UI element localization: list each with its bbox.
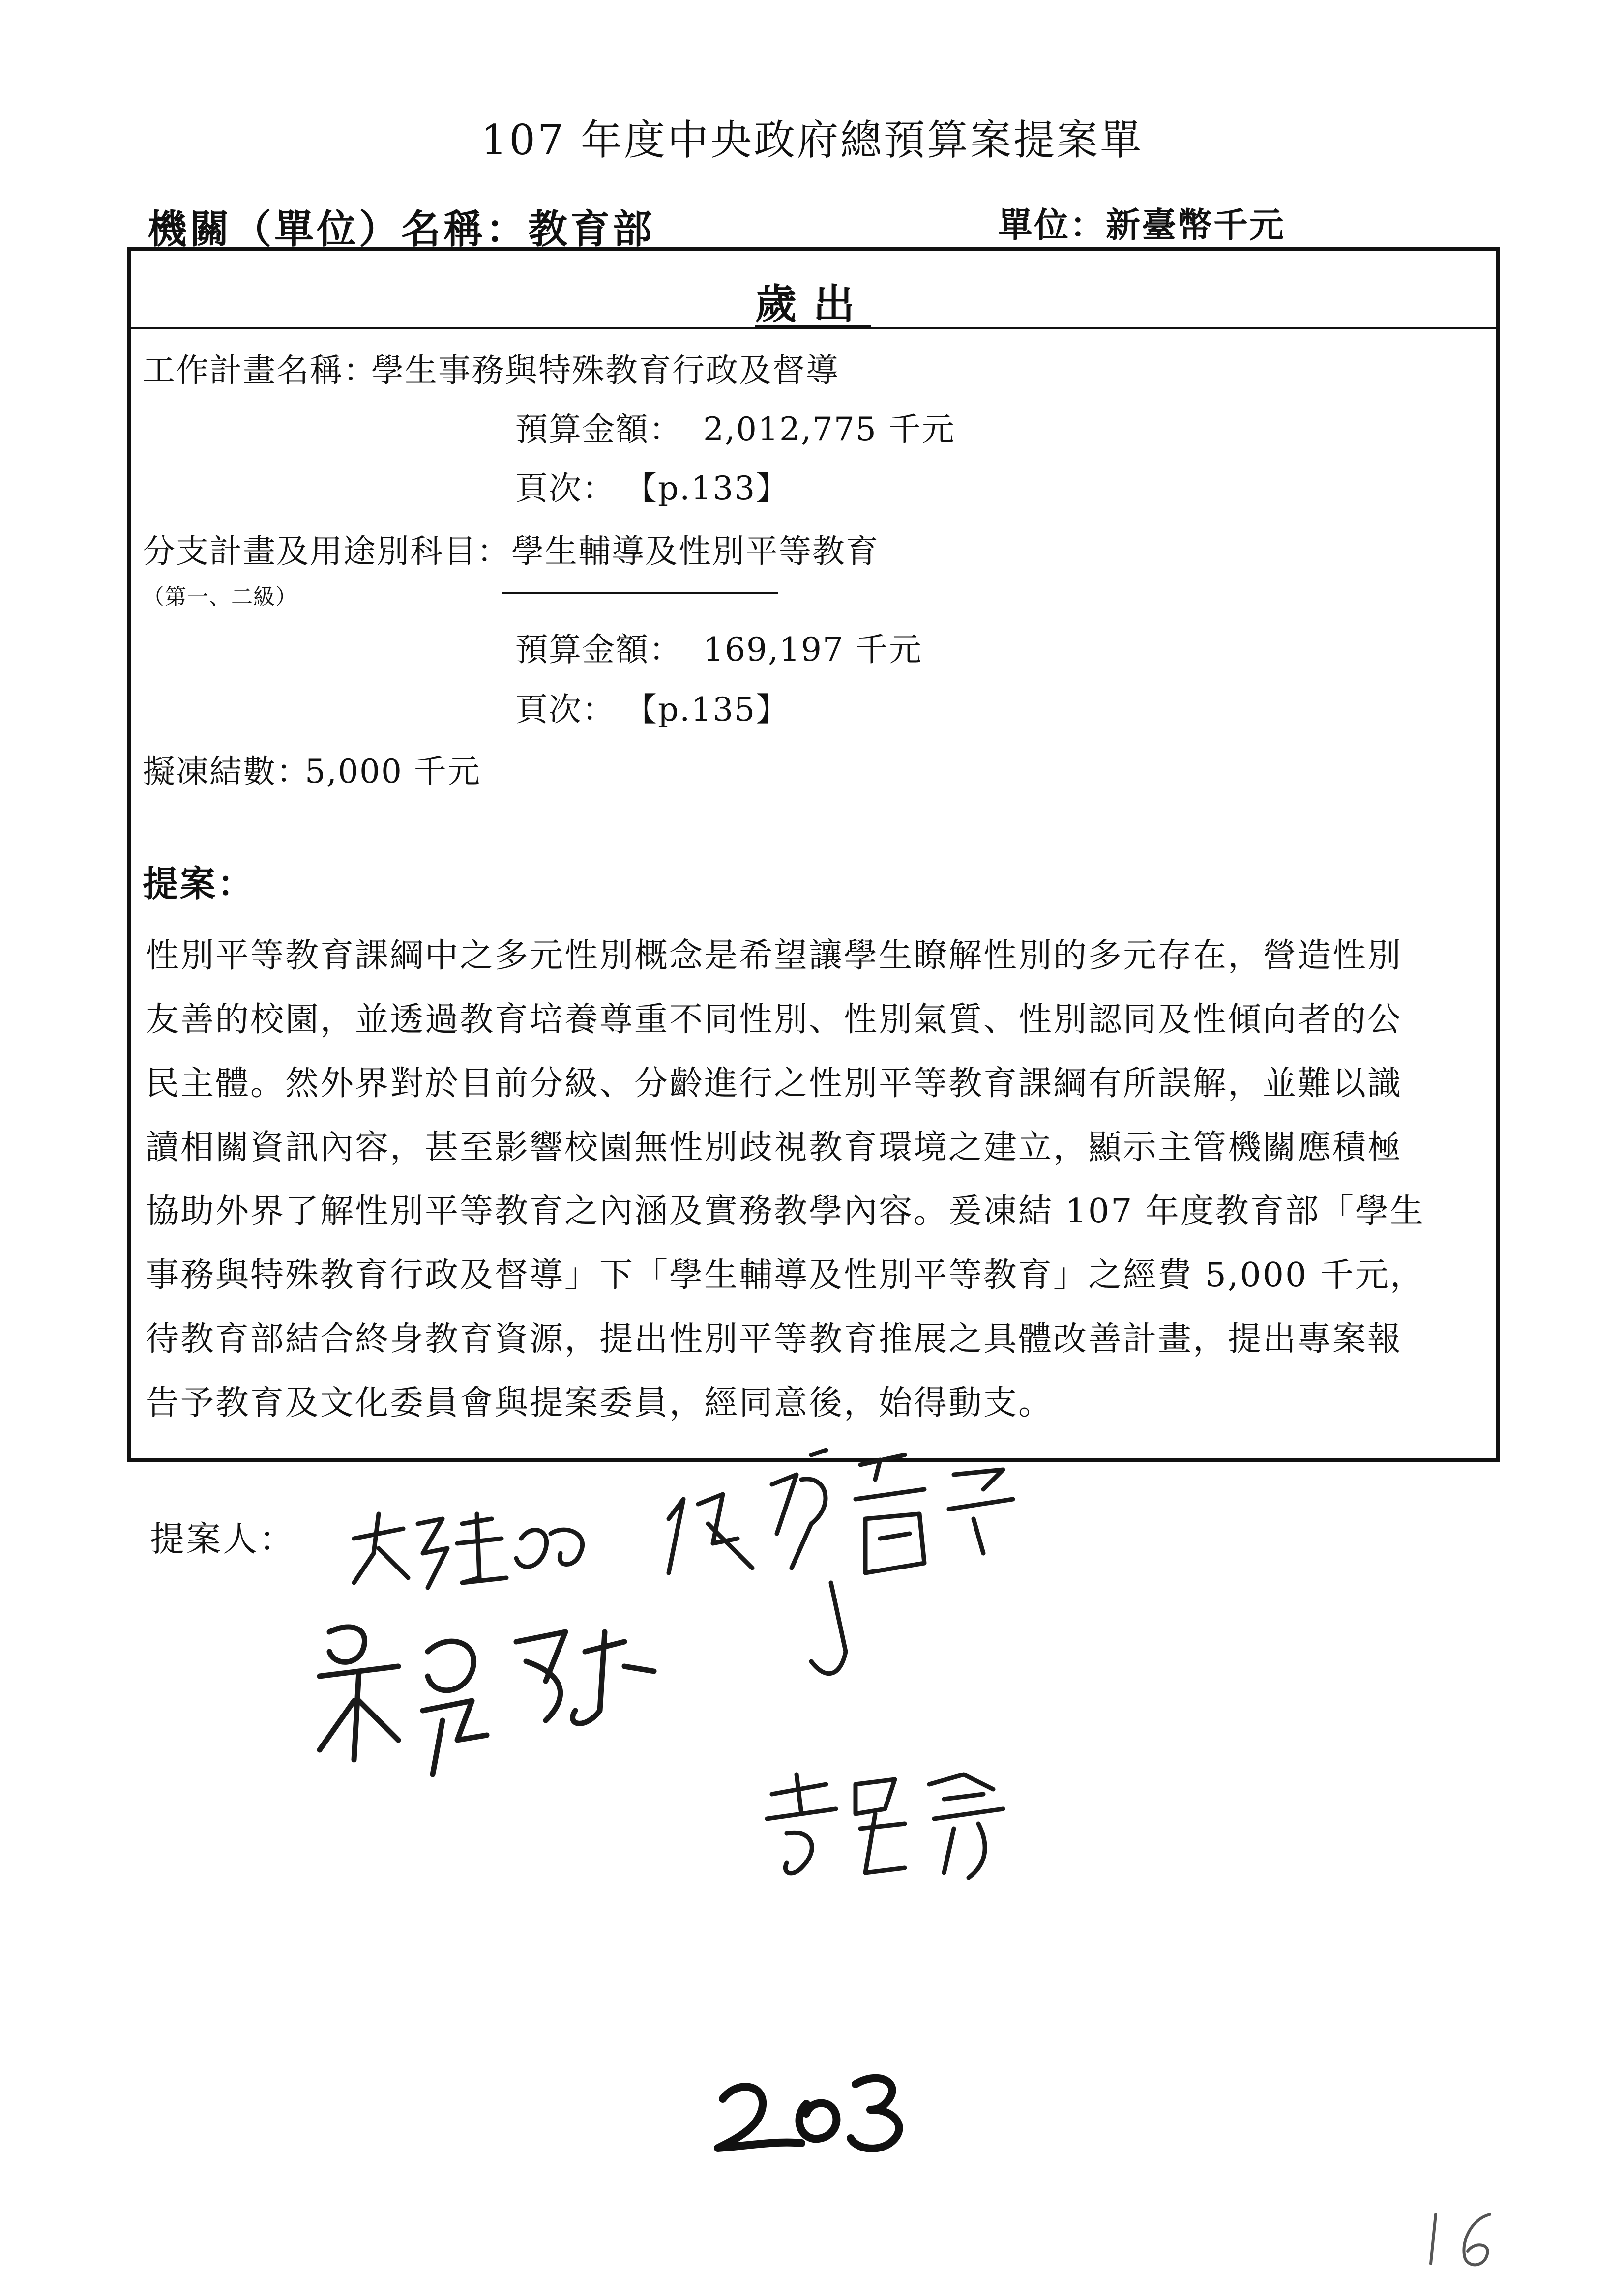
handwritten-page-number: [708, 2055, 915, 2163]
work-plan-label: 工作計畫名稱：: [143, 351, 377, 389]
work-plan-page-label: 頁次：: [515, 469, 616, 507]
proposer-label: 提案人：: [150, 1519, 295, 1559]
proposal-line: 協助外界了解性別平等教育之內涵及實務教學內容。爰凍結 107 年度教育部「學生: [146, 1192, 1425, 1231]
document-title: 107 年度中央政府總預算案提案單: [480, 116, 1144, 164]
freeze-amount-label: 擬凍結數：: [143, 753, 310, 790]
agency-name: 機關（單位）名稱：教育部: [148, 206, 655, 252]
work-plan-page-value: 【p.133】: [624, 469, 790, 507]
signature-4: [757, 1755, 1033, 1892]
currency-unit: 單位：新臺幣千元: [998, 204, 1285, 245]
work-plan-budget-label: 預算金額：: [515, 410, 682, 448]
sub-plan-page-label: 頁次：: [515, 691, 616, 728]
proposal-line: 事務與特殊教育行政及督導」下「學生輔導及性別平等教育」之經費 5,000 千元，: [146, 1256, 1425, 1295]
proposal-line: 友善的校園，並透過教育培養尊重不同性別、性別氣質、性別認同及性傾向者的公: [146, 1000, 1403, 1039]
work-plan-budget-value: 2,012,775 千元: [703, 410, 955, 448]
proposal-line: 讀相關資訊內容，甚至影響校園無性別歧視教育環境之建立，顯示主管機關應積極: [146, 1128, 1403, 1167]
proposal-line: 待教育部結合終身教育資源，提出性別平等教育推展之具體改善計畫，提出專案報: [146, 1320, 1403, 1359]
sub-plan-budget-value: 169,197 千元: [703, 631, 922, 668]
sub-plan-level-note: （第一、二級）: [143, 584, 297, 610]
sub-plan-page-value: 【p.135】: [624, 691, 790, 728]
section-header-expenditure: 歲出: [755, 280, 871, 328]
page-number-text: 203: [811, 2157, 813, 2158]
proposal-line: 告予教育及文化委員會與提案委員，經同意後，始得動支。: [146, 1384, 1054, 1423]
signature-2: [649, 1445, 1101, 1720]
sub-plan-value: 學生輔導及性別平等教育: [511, 532, 879, 570]
proposal-line: 民主體。然外界對於目前分級、分齡進行之性別平等教育課綱有所誤解，並難以識: [146, 1064, 1403, 1103]
sub-plan-budget-label: 預算金額：: [515, 631, 682, 668]
signature-1: [344, 1494, 600, 1602]
sub-plan-label: 分支計畫及用途別科目：: [143, 532, 510, 570]
handwritten-corner-mark: [1416, 2205, 1514, 2273]
proposal-body: [146, 924, 1488, 1435]
corner-mark-text: 16: [1465, 2270, 1467, 2271]
proposal-heading: 提案：: [143, 863, 255, 904]
freeze-amount-value: 5,000 千元: [305, 753, 481, 790]
proposal-line: 性別平等教育課綱中之多元性別概念是希望讓學生瞭解性別的多元存在，營造性別: [146, 936, 1403, 975]
signature-3: [310, 1612, 664, 1809]
work-plan-value: 學生事務與特殊教育行政及督導: [371, 351, 839, 389]
sub-plan-underline: [502, 592, 778, 594]
